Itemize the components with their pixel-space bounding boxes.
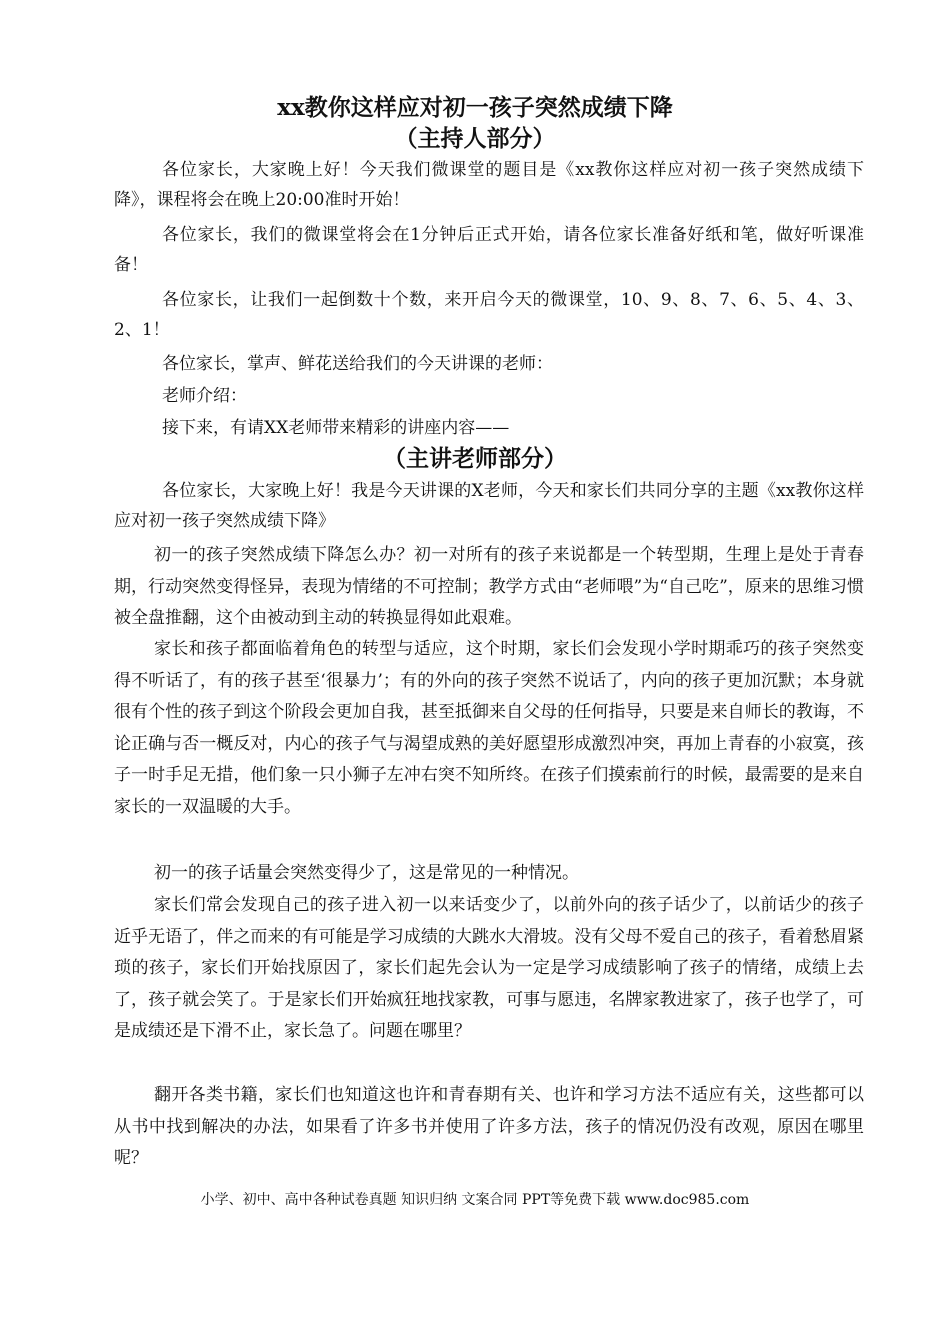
body-paragraph-2: 家长和孩子都面临着角色的转型与适应，这个时期，家长们会发现小学时期乖巧的孩子突然变得不听话了，有的孩子甚至‘很暴力’；有的外向的孩子突然不说话了，内向的孩子更加沉默；本身就很有个性的孩子到这个阶段会更加自我，甚至抵御来自父母的任何指导，只要是来自师长的教诲，不论正确与否一概反对，内心的孩子气与渴望成熟的美好愿望形成激烈冲突，再加上青春的小寂寞，孩子一时手足无措，他们象一只小狮子左冲右突不知所终。在孩子们摸索前行的时候，最需要的是来自家长的一双温暖的大手。	[114, 639, 864, 817]
host-section-heading: （主持人部分）	[394, 125, 556, 152]
body-paragraph-4: 家长们常会发现自己的孩子进入初一以来话变少了，以前外向的孩子话少了，以前话少的孩子近乎无语了，伴之而来的有可能是学习成绩的大跳水大滑坡。没有父母不爱自己的孩子，看着愁眉紧琐的孩子，家长们开始找原因了，家长们起先会认为一定是学习成绩影响了孩子的情绪，成绩上去了，孩子就会笑了。于是家长们开始疯狂地找家教，可事与愿违，名牌家教进家了，孩子也学了，可是成绩还是下滑不止，家长急了。问题在哪里？	[114, 895, 864, 1041]
host-paragraph-4: 各位家长，掌声、鲜花送给我们的今天讲课的老师：	[162, 354, 553, 374]
host-paragraph-2: 各位家长，我们的微课堂将会在1分钟后正式开始，请各位家长准备好纸和笔，做好听课准备！	[114, 225, 864, 275]
page-footer: 小学、初中、高中各种试卷真题 知识归纳 文案合同 PPT等免费下载 www.doc985.com	[200, 1192, 750, 1208]
host-paragraph-1: 各位家长，大家晚上好！今天我们微课堂的题目是《xx教你这样应对初一孩子突然成绩下降》，课程将会在晚上20:00准时开始！	[114, 160, 864, 210]
teacher-section-heading: （主讲老师部分）	[383, 445, 567, 472]
document-title: xx教你这样应对初一孩子突然成绩下降	[277, 94, 673, 121]
body-paragraph-5: 翻开各类书籍，家长们也知道这也许和青春期有关、也许和学习方法不适应有关，这些都可以从书中找到解决的办法，如果看了许多书并使用了许多方法，孩子的情况仍没有改观，原因在哪里呢？	[114, 1085, 864, 1168]
host-paragraph-5: 老师介绍：	[162, 386, 247, 406]
host-paragraph-3: 各位家长，让我们一起倒数十个数，来开启今天的微课堂，10、9、8、7、6、5、4、3、2、1！	[114, 290, 864, 340]
body-paragraph-3: 初一的孩子话量会突然变得少了，这是常见的一种情况。	[154, 863, 579, 883]
teacher-intro-paragraph: 各位家长，大家晚上好！我是今天讲课的X老师，今天和家长们共同分享的主题《xx教你这样应对初一孩子突然成绩下降》	[114, 481, 864, 531]
body-paragraph-1: 初一的孩子突然成绩下降怎么办？初一对所有的孩子来说都是一个转型期，生理上是处于青春期，行动突然变得怪异，表现为情绪的不可控制；教学方式由“老师喂”为“自己吃”，原来的思维习惯被全盘推翻，这个由被动到主动的转换显得如此艰难。	[114, 545, 864, 628]
host-paragraph-6: 接下来，有请XX老师带来精彩的讲座内容——	[162, 418, 510, 438]
